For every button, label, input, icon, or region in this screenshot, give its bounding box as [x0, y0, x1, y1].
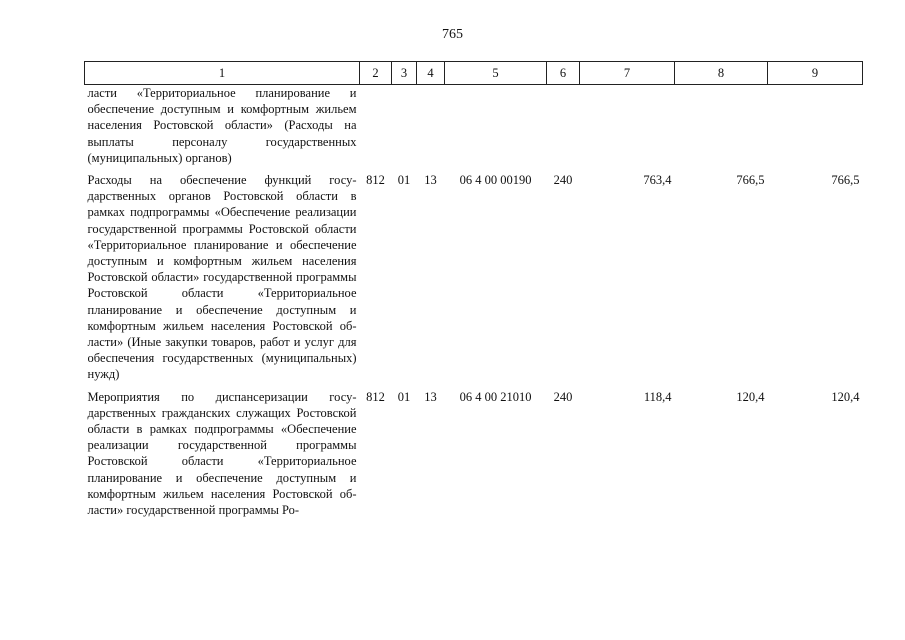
row-ministry-code: 812: [366, 173, 385, 188]
row-amount-3: 766,5: [831, 173, 860, 188]
row-expense-type: 240: [553, 173, 573, 188]
table-header-row: [85, 62, 863, 85]
row-description: ласти «Территориальное планирование и обеспечение доступным и комфортным жильем населения Ростовской области» (Расходы на выплаты персоналу государственных (муниципальных) органов): [87, 86, 357, 165]
table-row: [85, 383, 863, 519]
header-col-4: 4: [417, 62, 445, 85]
row-subsection-code: 13: [424, 389, 437, 404]
row-description: Расходы на обеспечение функций государственных органов Ростовской области в рамках подпрограммы «Обеспечение реализации государственной программы Ростовской области «Территориальное планирование и обеспечение доступным и комфортным жильем населения Ростовской области» государственной программы Ростовской области «Территориальное планирование и обеспечение доступным и комфортным жильем населения Ростовской области» (Иные закупки товаров, работ и услуг для обеспечения государственных (муниципальных) нужд): [87, 173, 357, 382]
header-col-2: 2: [360, 62, 392, 85]
row-amount-2: 766,5: [736, 173, 765, 188]
row-amount-3: [768, 85, 863, 167]
header-col-6: 6: [547, 62, 580, 85]
table-row: [85, 85, 863, 167]
header-col-1: 1: [85, 62, 360, 85]
row-target-article: [445, 85, 547, 167]
row-expense-type: [547, 85, 580, 167]
table-row: [85, 166, 863, 383]
row-ministry-code: [360, 85, 392, 167]
row-subsection-code: [417, 85, 445, 167]
header-col-7: 7: [580, 62, 675, 85]
row-section-code: [392, 85, 417, 167]
row-ministry-code: 812: [366, 389, 385, 404]
row-amount-1: 763,4: [643, 173, 672, 188]
budget-table: [84, 61, 863, 518]
row-section-code: 01: [397, 173, 411, 188]
row-amount-1: 118,4: [643, 389, 672, 404]
header-col-3: 3: [392, 62, 417, 85]
row-amount-3: 120,4: [831, 389, 860, 404]
row-amount-2: 120,4: [736, 389, 765, 404]
row-subsection-code: 13: [424, 173, 437, 188]
header-col-8: 8: [675, 62, 768, 85]
row-amount-2: [675, 85, 768, 167]
row-description: Мероприятия по диспансеризации государственных гражданских служащих Ростовской области в рамках подпрограммы «Обеспечение реализации государственной программы Ростовской области «Территориальное планирование и обеспечение доступным и комфортным жильем населения Ростовской области» государственной программы Ро-: [87, 389, 357, 518]
row-section-code: 01: [397, 389, 411, 404]
row-target-article: 06 4 00 00190: [459, 173, 532, 188]
row-target-article: 06 4 00 21010: [459, 389, 532, 404]
header-col-9: 9: [768, 62, 863, 85]
page-number: 765: [442, 27, 463, 42]
row-amount-1: [580, 85, 675, 167]
header-col-5: 5: [445, 62, 547, 85]
row-expense-type: 240: [553, 389, 573, 404]
